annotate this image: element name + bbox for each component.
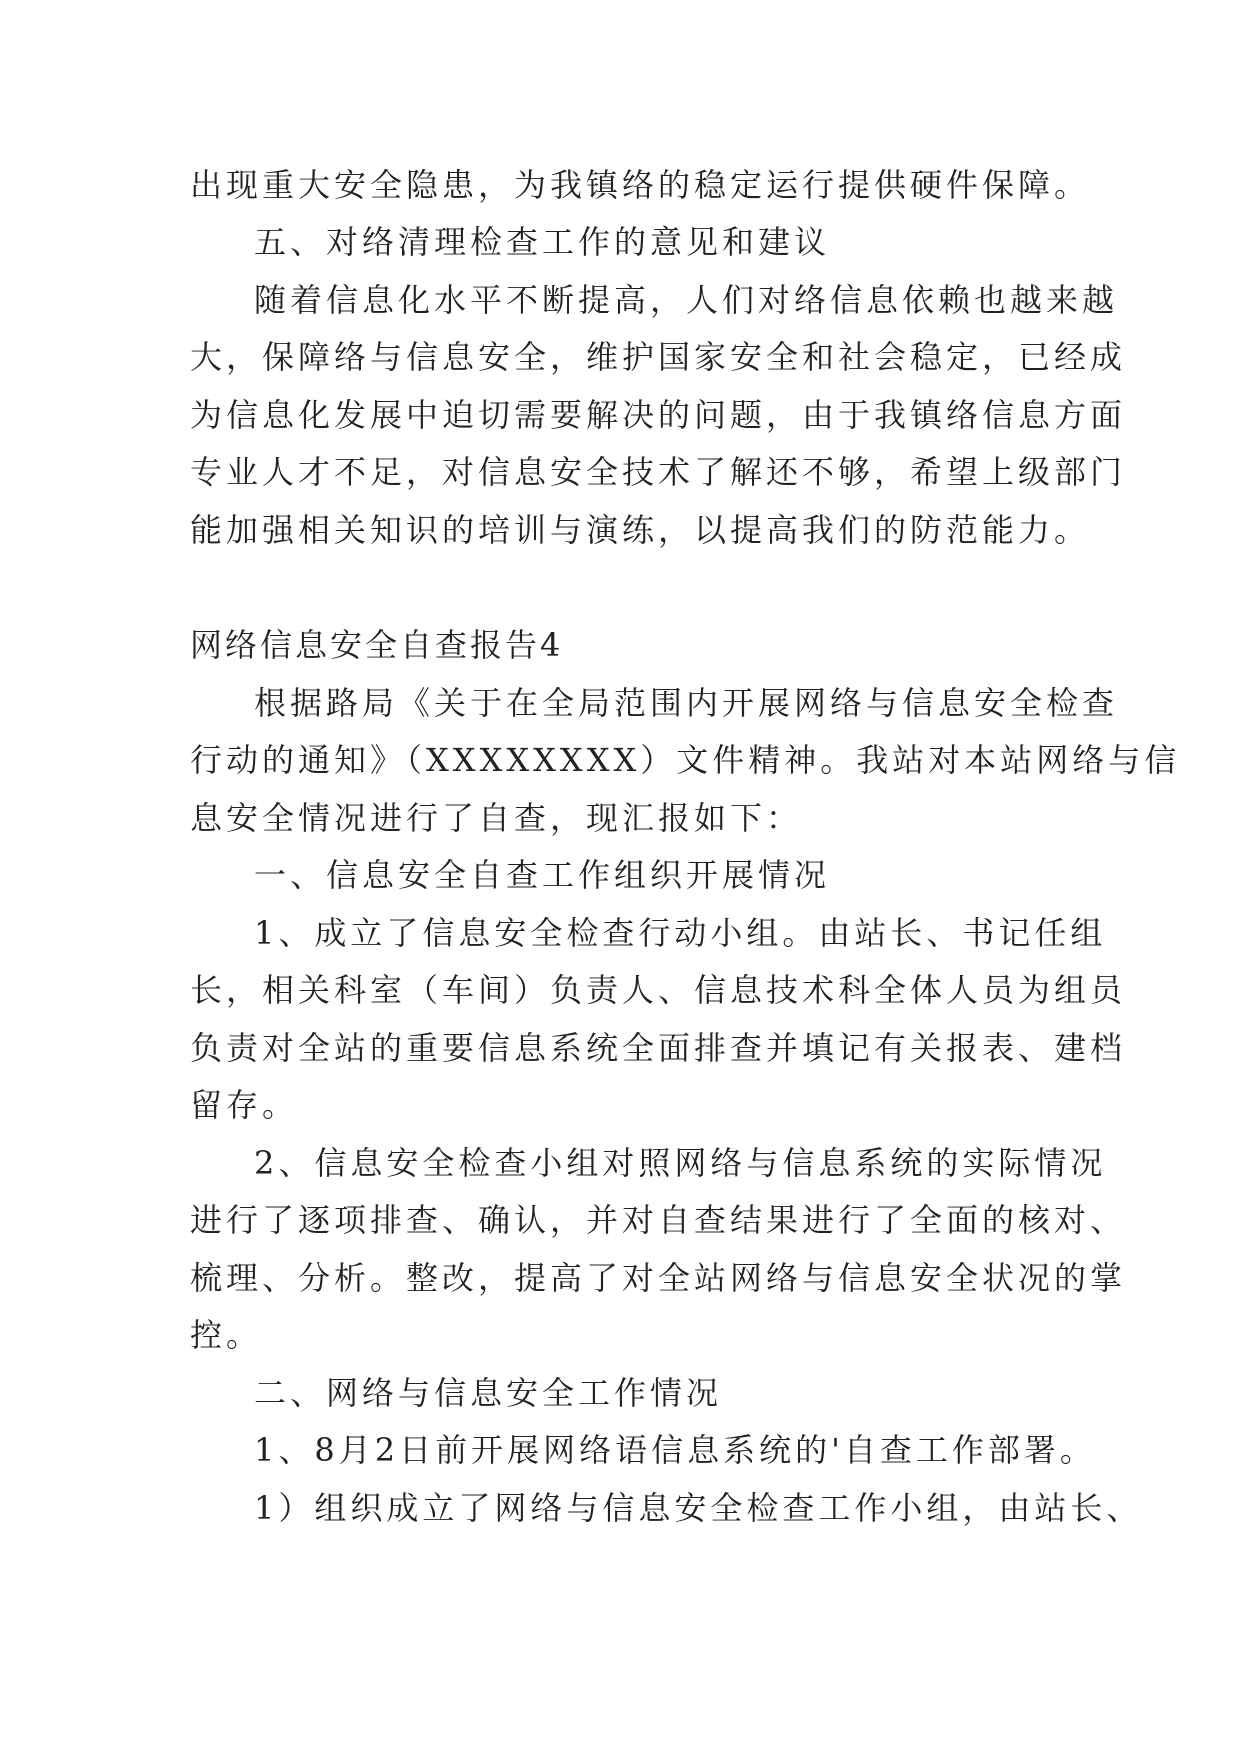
body-text-line: 出现重大安全隐患，为我镇络的稳定运行提供硬件保障。 [190,166,1091,204]
body-text-line: 长，相关科室（车间）负责人、信息技术科全体人员为组员 [190,971,1127,1009]
body-text-line: 息安全情况进行了自查，现汇报如下： [190,799,803,837]
body-text-line: 能加强相关知识的培训与演练，以提高我们的防范能力。 [190,511,1091,549]
body-text-line: 进行了逐项排查、确认，并对自查结果进行了全面的核对、 [190,1201,1127,1239]
body-text-line: 为信息化发展中迫切需要解决的问题，由于我镇络信息方面 [190,396,1127,434]
body-text-line: 负责对全站的重要信息系统全面排查并填记有关报表、建档 [190,1029,1127,1067]
body-text-line: 大，保障络与信息安全，维护国家安全和社会稳定，已经成 [190,338,1127,376]
section-heading: 一、信息安全自查工作组织开展情况 [254,856,831,894]
section-heading: 五、对络清理检查工作的意见和建议 [254,223,831,261]
body-text-line: 随着信息化水平不断提高，人们对络信息依赖也越来越 [254,281,1119,319]
body-text-line: 留存。 [190,1086,299,1124]
body-text-line: 控。 [190,1316,263,1354]
body-text-line: 1）组织成立了网络与信息安全检查工作小组，由站长、 [254,1489,1143,1527]
report-title: 网络信息安全自查报告4 [190,626,564,664]
body-text-line: 1、成立了信息安全检查行动小组。由站长、书记任组 [254,914,1107,952]
body-text-line: 专业人才不足，对信息安全技术了解还不够，希望上级部门 [190,453,1127,491]
body-text-line: 梳理、分析。整改，提高了对全站网络与信息安全状况的掌 [190,1259,1127,1297]
body-text-line: 1、8月2日前开展网络语信息系统的'自查工作部署。 [254,1431,1096,1469]
body-text-line: 2、信息安全检查小组对照网络与信息系统的实际情况 [254,1144,1107,1182]
section-heading: 二、网络与信息安全工作情况 [254,1374,723,1412]
body-text-line: 行动的通知》（XXXXXXXX）文件精神。我站对本站网络与信 [190,741,1181,779]
body-text-line: 根据路局《关于在全局范围内开展网络与信息安全检查 [254,684,1119,722]
